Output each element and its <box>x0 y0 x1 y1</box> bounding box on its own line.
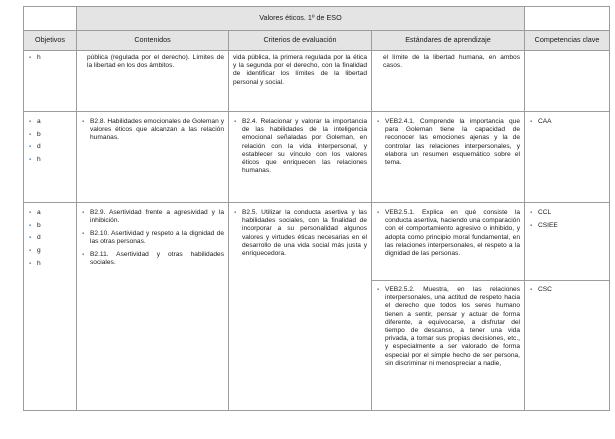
bullet-icon: ▪ <box>29 260 32 267</box>
contenidos-cell <box>77 112 229 203</box>
estandar-item: ▪ VEB2.5.2. Muestra, en las relaciones interpersonales, una actitud de respeto hacia el derecho que todos los seres humano tienen a sentir, pensar y actuar de forma diferente, a equivocarse, a disfrutar del tiempo de descanso, a tener una vida privada, a tomar sus propias decisiones, etc., y especialmente a ser valorado de forma especial por el simple hecho de ser persona, sin discriminar ni menospreciar a nadie, <box>377 286 521 367</box>
bullet-icon: ▪ <box>530 119 533 125</box>
contenido-item: ▪ B2.11. Asertividad y otras habilidades sociales. <box>82 250 224 267</box>
competencia-item: ▪ CSIEE <box>530 221 558 229</box>
bullet-icon: ▪ <box>29 144 32 151</box>
table-row <box>24 203 610 281</box>
objetivo-item: ▪ b <box>29 130 41 138</box>
bullet-icon: ▪ <box>29 235 32 242</box>
criterio-item: ▪ B2.4. Relacionar y valorar la importancia de las habilidades de la inteligencia emocional señaladas por Goleman, en relación con la vida interpersonal, y establecer su vínculo con los valores éticos que enriquecen las relaciones humanas. <box>234 118 367 175</box>
objetivo-item: ▪ h <box>29 259 41 267</box>
competencias-cell <box>525 51 610 112</box>
bullet-icon: ▪ <box>29 55 32 61</box>
objetivos-cell <box>24 112 77 203</box>
estandares-cell <box>372 112 525 203</box>
objetivo-item: ▪ a <box>29 118 41 125</box>
table-row <box>24 51 610 112</box>
contenido-item: ▪ B2.9. Asertividad frente a agresividad y la inhibición. <box>82 209 224 225</box>
contenidos-cell <box>77 51 229 112</box>
header-criterios: Criterios de evaluación <box>229 31 372 51</box>
bullet-icon: ▪ <box>29 119 32 125</box>
bullet-icon: ▪ <box>29 210 32 216</box>
estandares-cell <box>372 51 525 112</box>
table-title: Valores éticos. 1º de ESO <box>77 7 525 31</box>
bullet-icon: ▪ <box>82 251 85 258</box>
competencias-cell <box>525 203 610 281</box>
competencia-item: ▪ CSC <box>530 286 552 293</box>
estandar-item: ▪ VEB2.4.1. Comprende la importancia que para Goleman tiene la capacidad de reconocer las emociones ajenas y la de controlar las relaciones interpersonales, y elabora un resumen esquemático sobre el tema. <box>377 118 521 167</box>
objetivo-item: ▪ b <box>29 221 41 229</box>
competencias-cell <box>525 281 610 411</box>
objetivo-item: ▪ d <box>29 143 41 151</box>
criterios-cell <box>229 51 372 112</box>
bullet-icon: ▪ <box>530 222 533 229</box>
bullet-icon: ▪ <box>377 119 380 125</box>
bullet-icon: ▪ <box>82 210 85 216</box>
bullet-icon: ▪ <box>530 210 533 216</box>
bullet-icon: ▪ <box>29 157 32 164</box>
bullet-icon: ▪ <box>377 210 380 216</box>
competencia-item: ▪ CAA <box>530 118 552 125</box>
bullet-icon: ▪ <box>234 210 237 216</box>
estandares-cell <box>372 203 525 281</box>
bullet-icon: ▪ <box>29 222 32 229</box>
bullet-icon: ▪ <box>82 119 85 125</box>
competencias-cell <box>525 112 610 203</box>
header-competencias: Competencias clave <box>525 31 610 51</box>
criterio-text: vida pública, la primera regulada por la ética y la segunda por el derecho, con la finalidad de identificar los límites de la libertad personal y social. <box>233 54 367 86</box>
bullet-icon: ▪ <box>82 230 85 237</box>
criterio-item: ▪ B2.5. Utilizar la conducta asertiva y las habilidades sociales, con la finalidad de incorporar a su personalidad algunos valores y virtudes éticas necesarias en el desarrollo de una vida social más justa y enriquecedora. <box>234 209 367 258</box>
contenido-text: pública (regulada por el derecho). Límites de la libertad en los dos ámbitos. <box>87 54 224 70</box>
bullet-icon: ▪ <box>377 287 380 293</box>
objetivo-item: ▪ a <box>29 209 41 216</box>
estandar-text: el límite de la libertad humana, en ambos casos. <box>383 54 521 70</box>
estandar-item: ▪ VEB2.5.1. Explica en qué consiste la conducta asertiva, haciendo una comparación con el comportamiento agresivo o inhibido, y adopta como principio moral fundamental, en las relaciones interpersonales, el respeto a la dignidad de las personas. <box>377 209 521 258</box>
objetivo-item: ▪ d <box>29 234 41 242</box>
objetivos-cell <box>24 51 77 112</box>
objetivo-item: ▪ g <box>29 247 41 255</box>
header-objetivos: Objetivos <box>24 31 77 51</box>
bullet-icon: ▪ <box>530 287 533 293</box>
contenido-item: ▪ B2.8. Habilidades emocionales de Goleman y valores éticos que alcanzan a las relación humanas. <box>82 118 224 142</box>
curriculum-table <box>23 6 610 411</box>
header-contenidos: Contenidos <box>77 31 229 51</box>
objetivos-cell <box>24 203 77 411</box>
bullet-icon: ▪ <box>29 131 32 138</box>
contenido-item: ▪ B2.10. Asertividad y respeto a la dignidad de las otras personas. <box>82 229 224 246</box>
criterios-cell <box>229 203 372 411</box>
bullet-icon: ▪ <box>234 119 237 125</box>
objetivo-item: ▪ h <box>29 156 41 164</box>
objetivo-item: ▪ h <box>29 54 41 61</box>
title-corner-cell <box>24 7 77 31</box>
estandares-cell <box>372 281 525 411</box>
title-corner-cell <box>525 7 610 31</box>
bullet-icon: ▪ <box>29 248 32 255</box>
competencia-item: ▪ CCL <box>530 209 552 216</box>
contenidos-cell <box>77 203 229 411</box>
table-row <box>24 112 610 203</box>
header-estandares: Estándares de aprendizaje <box>372 31 525 51</box>
criterios-cell <box>229 112 372 203</box>
